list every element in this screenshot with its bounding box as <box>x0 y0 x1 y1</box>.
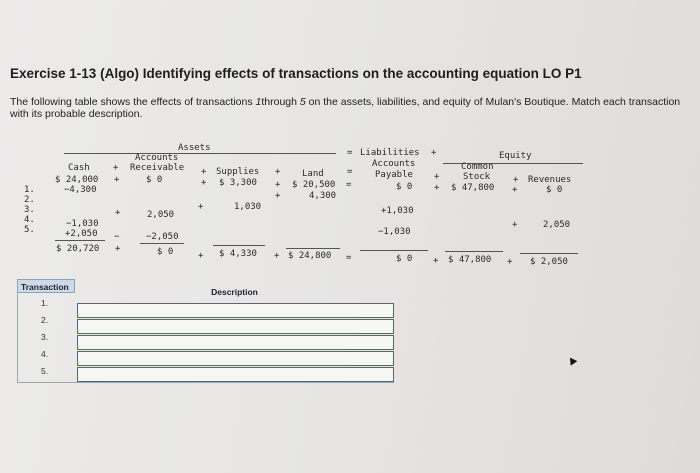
ap-header-line1: Accounts <box>372 159 416 169</box>
ending-equals: = <box>346 253 352 263</box>
assets-header-underline <box>64 153 336 154</box>
ending-plus-5: + <box>507 257 513 267</box>
plus-header-5: + <box>513 175 519 185</box>
cash-header: Cash <box>68 163 90 173</box>
plus-header-4: + <box>434 172 440 182</box>
row2-supplies: 1,030 <box>234 202 262 212</box>
row1-plus: + <box>275 191 281 201</box>
description-input-3[interactable] <box>77 335 394 350</box>
transaction-number-1: 1. <box>41 298 49 308</box>
transaction-column-header: Transaction <box>17 279 75 293</box>
ar-total-line <box>140 243 184 244</box>
row1-land: 4,300 <box>309 191 337 201</box>
ending-plus-4: + <box>433 256 439 266</box>
description-input-4[interactable] <box>77 351 394 366</box>
beginning-plus-5: + <box>512 185 518 195</box>
description-input-1[interactable] <box>77 303 394 318</box>
revenues-total-line <box>520 253 578 254</box>
row-number-3: 3. <box>24 205 35 215</box>
ap-header-line2: Payable <box>375 170 413 180</box>
instructions-range-start: 1 <box>255 96 262 108</box>
ending-plus-1: + <box>115 244 121 254</box>
supplies-header: Supplies <box>216 167 260 177</box>
transaction-number-4: 4. <box>41 349 49 359</box>
equals-header-2: = <box>347 167 353 177</box>
transaction-number-3: 3. <box>41 332 49 342</box>
transaction-match-table <box>17 279 394 383</box>
ar-header-line2: Receivable <box>130 163 185 173</box>
row5-cash: +2,050 <box>65 229 98 239</box>
plus-header-3: + <box>275 167 281 177</box>
beginning-supplies: $ 3,300 <box>219 178 257 188</box>
liabilities-header: Liabilities <box>360 148 420 158</box>
transaction-number-2: 2. <box>41 315 49 325</box>
beginning-plus-4: + <box>434 183 440 193</box>
beginning-cash: $ 24,000 <box>55 175 99 185</box>
plus-sign-header: + <box>431 148 437 158</box>
row3-ar: 2,050 <box>147 210 175 220</box>
beginning-plus-3: + <box>275 180 281 190</box>
row-number-4: 4. <box>24 215 35 225</box>
ending-supplies: $ 4,330 <box>219 249 257 259</box>
row-number-5: 5. <box>24 225 35 235</box>
ap-total-line <box>360 250 428 251</box>
ending-stock: $ 47,800 <box>448 255 492 265</box>
land-header: Land <box>302 169 324 179</box>
beginning-ap: $ 0 <box>396 182 413 192</box>
beginning-plus-2: + <box>201 178 207 188</box>
row1-cash: −4,300 <box>64 185 97 195</box>
instructions-range-end: 5 <box>299 96 306 108</box>
plus-header-1: + <box>113 163 119 173</box>
plus-header-2: + <box>201 167 207 177</box>
stock-total-line <box>445 251 503 252</box>
revenues-header: Revenues <box>528 175 572 185</box>
row5-minus: − <box>114 232 120 242</box>
beginning-plus-1: + <box>114 175 120 185</box>
supplies-total-line <box>213 245 265 246</box>
equals-sign-header: = <box>347 148 353 158</box>
assets-header: Assets <box>178 143 211 153</box>
ending-plus-2: + <box>198 251 204 261</box>
stock-header-line1: Common <box>461 162 494 172</box>
ending-revenues: $ 2,050 <box>530 257 568 267</box>
stock-header-line2: Stock <box>463 172 491 182</box>
land-total-line <box>286 248 340 249</box>
table-bottom-border <box>17 382 394 383</box>
row5-ar: −2,050 <box>146 232 179 242</box>
beginning-stock: $ 47,800 <box>451 183 495 193</box>
ending-cash: $ 20,720 <box>56 244 100 254</box>
description-column-header: Description <box>211 287 258 297</box>
transaction-number-5: 5. <box>41 366 49 376</box>
ending-ap: $ 0 <box>396 254 413 264</box>
row4-cash: −1,030 <box>66 219 99 229</box>
beginning-equals: = <box>346 180 352 190</box>
cash-total-line <box>55 240 105 241</box>
row3-plus: + <box>115 208 121 218</box>
ar-header-line1: Accounts <box>135 153 179 163</box>
ending-land: $ 24,800 <box>288 251 332 261</box>
beginning-land: $ 20,500 <box>292 180 336 190</box>
beginning-ar: $ 0 <box>146 175 163 185</box>
row-number-1: 1. <box>24 185 35 195</box>
row2-plus: + <box>198 202 204 212</box>
beginning-revenues: $ 0 <box>546 185 563 195</box>
row-number-2: 2. <box>24 195 35 205</box>
row3-plus-revenue: + <box>512 220 518 230</box>
instructions-text-2: through <box>261 96 300 108</box>
equity-header: Equity <box>499 151 532 161</box>
row4-ap: −1,030 <box>378 227 411 237</box>
instructions-text-1: The following table shows the effects of transactions <box>10 96 256 108</box>
instructions-text-3: on the assets, liabilities, and equity of Mulan's Boutique. Match each transaction with its probable description. <box>10 96 681 120</box>
description-input-5[interactable] <box>77 367 394 382</box>
row3-revenues: 2,050 <box>543 220 571 230</box>
exercise-title: Exercise 1-13 (Algo) Identifying effects of transactions on the accounting equation LO P1 <box>10 66 582 81</box>
ending-ar: $ 0 <box>157 247 174 257</box>
description-input-2[interactable] <box>77 319 394 334</box>
ending-plus-3: + <box>274 251 280 261</box>
row2-ap: +1,030 <box>381 206 414 216</box>
